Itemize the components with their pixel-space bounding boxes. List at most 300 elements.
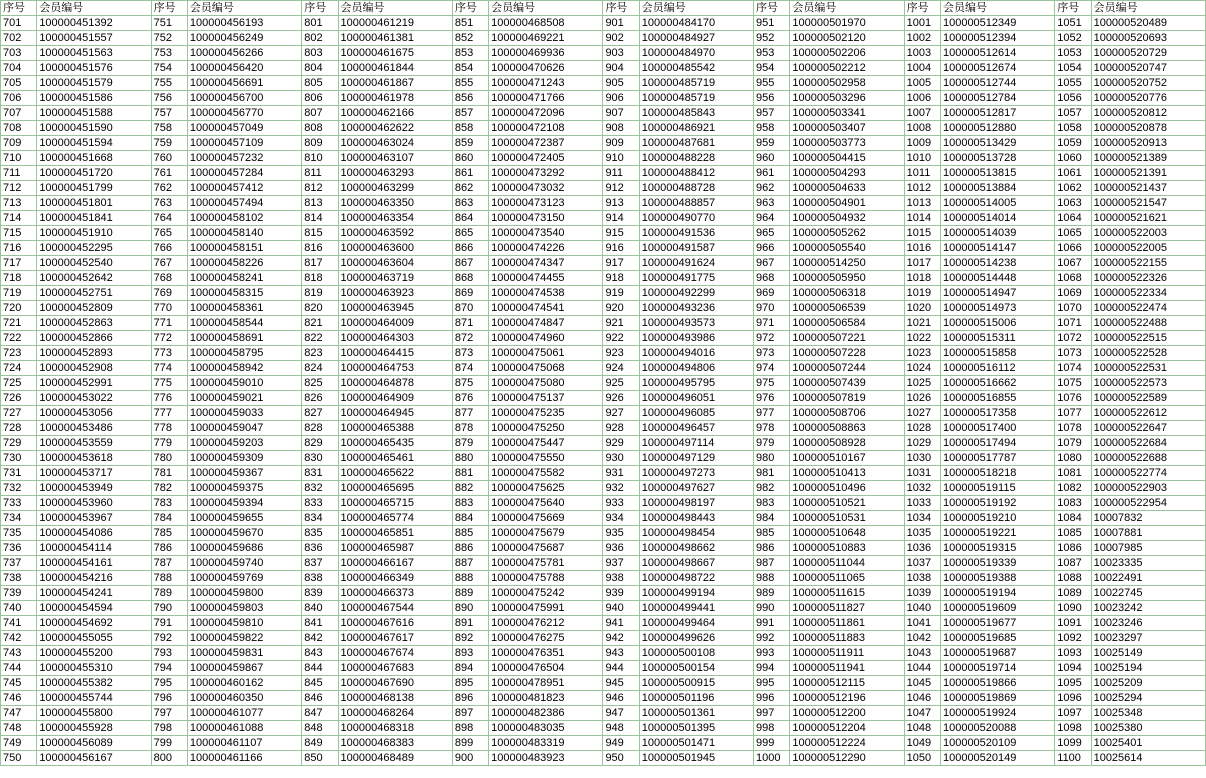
cell-member-id[interactable]: 100000502120 bbox=[790, 31, 904, 46]
cell-index[interactable]: 972 bbox=[754, 331, 790, 346]
cell-member-id[interactable]: 100000452642 bbox=[37, 271, 151, 286]
cell-index[interactable]: 979 bbox=[754, 436, 790, 451]
cell-index[interactable]: 1044 bbox=[904, 661, 940, 676]
cell-member-id[interactable]: 100000459047 bbox=[187, 421, 301, 436]
cell-index[interactable]: 762 bbox=[151, 181, 187, 196]
cell-member-id[interactable]: 10023335 bbox=[1091, 556, 1205, 571]
cell-member-id[interactable]: 10022491 bbox=[1091, 571, 1205, 586]
cell-index[interactable]: 956 bbox=[754, 91, 790, 106]
cell-member-id[interactable]: 100000451563 bbox=[37, 46, 151, 61]
cell-index[interactable]: 730 bbox=[1, 451, 37, 466]
cell-member-id[interactable]: 100000476212 bbox=[489, 616, 603, 631]
cell-index[interactable]: 849 bbox=[302, 736, 338, 751]
cell-index[interactable]: 958 bbox=[754, 121, 790, 136]
cell-member-id[interactable]: 100000451590 bbox=[37, 121, 151, 136]
cell-index[interactable]: 943 bbox=[603, 646, 639, 661]
cell-index[interactable]: 717 bbox=[1, 256, 37, 271]
cell-member-id[interactable]: 10023297 bbox=[1091, 631, 1205, 646]
cell-index[interactable]: 857 bbox=[452, 106, 488, 121]
cell-member-id[interactable]: 100000488728 bbox=[639, 181, 753, 196]
cell-index[interactable]: 988 bbox=[754, 571, 790, 586]
cell-member-id[interactable]: 100000473123 bbox=[489, 196, 603, 211]
cell-index[interactable]: 1000 bbox=[754, 751, 790, 766]
cell-member-id[interactable]: 100000499194 bbox=[639, 586, 753, 601]
cell-member-id[interactable]: 10007832 bbox=[1091, 511, 1205, 526]
cell-member-id[interactable]: 100000506539 bbox=[790, 301, 904, 316]
cell-member-id[interactable]: 100000490770 bbox=[639, 211, 753, 226]
cell-index[interactable]: 1097 bbox=[1055, 706, 1091, 721]
cell-index[interactable]: 701 bbox=[1, 16, 37, 31]
cell-index[interactable]: 796 bbox=[151, 691, 187, 706]
cell-member-id[interactable]: 100000496051 bbox=[639, 391, 753, 406]
cell-index[interactable]: 1011 bbox=[904, 166, 940, 181]
cell-member-id[interactable]: 100000511911 bbox=[790, 646, 904, 661]
cell-member-id[interactable]: 100000516855 bbox=[940, 391, 1054, 406]
cell-member-id[interactable]: 100000475679 bbox=[489, 526, 603, 541]
cell-member-id[interactable]: 100000514947 bbox=[940, 286, 1054, 301]
cell-member-id[interactable]: 100000453022 bbox=[37, 391, 151, 406]
cell-index[interactable]: 939 bbox=[603, 586, 639, 601]
cell-member-id[interactable]: 100000522528 bbox=[1091, 346, 1205, 361]
cell-index[interactable]: 823 bbox=[302, 346, 338, 361]
cell-index[interactable]: 1092 bbox=[1055, 631, 1091, 646]
cell-member-id[interactable]: 100000459769 bbox=[187, 571, 301, 586]
cell-index[interactable]: 874 bbox=[452, 361, 488, 376]
cell-index[interactable]: 899 bbox=[452, 736, 488, 751]
cell-index[interactable]: 853 bbox=[452, 46, 488, 61]
cell-index[interactable]: 916 bbox=[603, 241, 639, 256]
cell-index[interactable]: 1042 bbox=[904, 631, 940, 646]
cell-member-id[interactable]: 100000465388 bbox=[338, 421, 452, 436]
cell-member-id[interactable]: 100000512744 bbox=[940, 76, 1054, 91]
cell-index[interactable]: 980 bbox=[754, 451, 790, 466]
cell-member-id[interactable]: 100000500154 bbox=[639, 661, 753, 676]
cell-index[interactable]: 1060 bbox=[1055, 151, 1091, 166]
cell-member-id[interactable]: 100000474847 bbox=[489, 316, 603, 331]
cell-member-id[interactable]: 100000465851 bbox=[338, 526, 452, 541]
cell-index[interactable]: 797 bbox=[151, 706, 187, 721]
cell-index[interactable]: 971 bbox=[754, 316, 790, 331]
cell-index[interactable]: 896 bbox=[452, 691, 488, 706]
cell-member-id[interactable]: 100000507244 bbox=[790, 361, 904, 376]
cell-index[interactable]: 1013 bbox=[904, 196, 940, 211]
cell-member-id[interactable]: 100000463604 bbox=[338, 256, 452, 271]
cell-index[interactable]: 784 bbox=[151, 511, 187, 526]
cell-member-id[interactable]: 100000458315 bbox=[187, 286, 301, 301]
cell-member-id[interactable]: 100000510496 bbox=[790, 481, 904, 496]
cell-member-id[interactable]: 100000463354 bbox=[338, 211, 452, 226]
cell-index[interactable]: 780 bbox=[151, 451, 187, 466]
cell-member-id[interactable]: 100000454114 bbox=[37, 541, 151, 556]
cell-member-id[interactable]: 100000459740 bbox=[187, 556, 301, 571]
cell-member-id[interactable]: 100000459867 bbox=[187, 661, 301, 676]
cell-member-id[interactable]: 100000522474 bbox=[1091, 301, 1205, 316]
cell-member-id[interactable]: 100000464753 bbox=[338, 361, 452, 376]
cell-member-id[interactable]: 100000484170 bbox=[639, 16, 753, 31]
cell-member-id[interactable]: 10025209 bbox=[1091, 676, 1205, 691]
cell-index[interactable]: 738 bbox=[1, 571, 37, 586]
cell-member-id[interactable]: 100000454216 bbox=[37, 571, 151, 586]
cell-member-id[interactable]: 100000512817 bbox=[940, 106, 1054, 121]
cell-member-id[interactable]: 100000463945 bbox=[338, 301, 452, 316]
cell-member-id[interactable]: 100000498454 bbox=[639, 526, 753, 541]
cell-index[interactable]: 806 bbox=[302, 91, 338, 106]
cell-index[interactable]: 1008 bbox=[904, 121, 940, 136]
cell-index[interactable]: 776 bbox=[151, 391, 187, 406]
cell-member-id[interactable]: 100000517494 bbox=[940, 436, 1054, 451]
cell-index[interactable]: 753 bbox=[151, 46, 187, 61]
cell-index[interactable]: 732 bbox=[1, 481, 37, 496]
cell-index[interactable]: 798 bbox=[151, 721, 187, 736]
cell-member-id[interactable]: 100000498443 bbox=[639, 511, 753, 526]
cell-index[interactable]: 977 bbox=[754, 406, 790, 421]
cell-member-id[interactable]: 100000475068 bbox=[489, 361, 603, 376]
cell-index[interactable]: 707 bbox=[1, 106, 37, 121]
cell-member-id[interactable]: 100000506584 bbox=[790, 316, 904, 331]
cell-index[interactable]: 821 bbox=[302, 316, 338, 331]
cell-index[interactable]: 1073 bbox=[1055, 346, 1091, 361]
cell-index[interactable]: 881 bbox=[452, 466, 488, 481]
cell-member-id[interactable]: 100000485719 bbox=[639, 76, 753, 91]
cell-member-id[interactable]: 100000468318 bbox=[338, 721, 452, 736]
cell-member-id[interactable]: 100000520109 bbox=[940, 736, 1054, 751]
cell-index[interactable]: 1083 bbox=[1055, 496, 1091, 511]
cell-member-id[interactable]: 100000465715 bbox=[338, 496, 452, 511]
cell-member-id[interactable]: 100000504415 bbox=[790, 151, 904, 166]
cell-index[interactable]: 947 bbox=[603, 706, 639, 721]
cell-index[interactable]: 906 bbox=[603, 91, 639, 106]
cell-index[interactable]: 1066 bbox=[1055, 241, 1091, 256]
cell-index[interactable]: 751 bbox=[151, 16, 187, 31]
cell-index[interactable]: 997 bbox=[754, 706, 790, 721]
cell-index[interactable]: 999 bbox=[754, 736, 790, 751]
cell-member-id[interactable]: 100000467674 bbox=[338, 646, 452, 661]
cell-index[interactable]: 875 bbox=[452, 376, 488, 391]
cell-index[interactable]: 978 bbox=[754, 421, 790, 436]
cell-index[interactable]: 985 bbox=[754, 526, 790, 541]
cell-member-id[interactable]: 100000519869 bbox=[940, 691, 1054, 706]
cell-member-id[interactable]: 10022745 bbox=[1091, 586, 1205, 601]
cell-member-id[interactable]: 100000461219 bbox=[338, 16, 452, 31]
cell-member-id[interactable]: 100000520693 bbox=[1091, 31, 1205, 46]
cell-member-id[interactable]: 100000484970 bbox=[639, 46, 753, 61]
cell-member-id[interactable]: 100000514250 bbox=[790, 256, 904, 271]
cell-member-id[interactable]: 100000465695 bbox=[338, 481, 452, 496]
cell-index[interactable]: 788 bbox=[151, 571, 187, 586]
cell-member-id[interactable]: 100000519609 bbox=[940, 601, 1054, 616]
cell-index[interactable]: 860 bbox=[452, 151, 488, 166]
cell-member-id[interactable]: 100000499626 bbox=[639, 631, 753, 646]
cell-index[interactable]: 1009 bbox=[904, 136, 940, 151]
cell-index[interactable]: 824 bbox=[302, 361, 338, 376]
cell-member-id[interactable]: 100000463350 bbox=[338, 196, 452, 211]
cell-index[interactable]: 885 bbox=[452, 526, 488, 541]
cell-member-id[interactable]: 100000474541 bbox=[489, 301, 603, 316]
cell-index[interactable]: 928 bbox=[603, 421, 639, 436]
cell-index[interactable]: 1006 bbox=[904, 91, 940, 106]
cell-member-id[interactable]: 100000451579 bbox=[37, 76, 151, 91]
cell-member-id[interactable]: 100000506318 bbox=[790, 286, 904, 301]
cell-member-id[interactable]: 100000459375 bbox=[187, 481, 301, 496]
cell-member-id[interactable]: 100000454086 bbox=[37, 526, 151, 541]
cell-index[interactable]: 1018 bbox=[904, 271, 940, 286]
cell-member-id[interactable]: 100000519866 bbox=[940, 676, 1054, 691]
cell-index[interactable]: 984 bbox=[754, 511, 790, 526]
cell-member-id[interactable]: 100000458942 bbox=[187, 361, 301, 376]
cell-member-id[interactable]: 100000491775 bbox=[639, 271, 753, 286]
cell-index[interactable]: 895 bbox=[452, 676, 488, 691]
cell-index[interactable]: 811 bbox=[302, 166, 338, 181]
cell-index[interactable]: 774 bbox=[151, 361, 187, 376]
cell-member-id[interactable]: 100000481823 bbox=[489, 691, 603, 706]
cell-index[interactable]: 876 bbox=[452, 391, 488, 406]
cell-member-id[interactable]: 100000451799 bbox=[37, 181, 151, 196]
cell-member-id[interactable]: 100000491624 bbox=[639, 256, 753, 271]
cell-index[interactable]: 805 bbox=[302, 76, 338, 91]
cell-member-id[interactable]: 100000512290 bbox=[790, 751, 904, 766]
cell-index[interactable]: 926 bbox=[603, 391, 639, 406]
cell-index[interactable]: 907 bbox=[603, 106, 639, 121]
cell-member-id[interactable]: 100000451801 bbox=[37, 196, 151, 211]
cell-index[interactable]: 1029 bbox=[904, 436, 940, 451]
cell-member-id[interactable]: 100000510648 bbox=[790, 526, 904, 541]
cell-member-id[interactable]: 100000511827 bbox=[790, 601, 904, 616]
cell-index[interactable]: 813 bbox=[302, 196, 338, 211]
cell-member-id[interactable]: 100000471243 bbox=[489, 76, 603, 91]
cell-index[interactable]: 815 bbox=[302, 226, 338, 241]
cell-index[interactable]: 782 bbox=[151, 481, 187, 496]
cell-index[interactable]: 912 bbox=[603, 181, 639, 196]
cell-member-id[interactable]: 100000472108 bbox=[489, 121, 603, 136]
cell-member-id[interactable]: 100000498722 bbox=[639, 571, 753, 586]
cell-index[interactable]: 723 bbox=[1, 346, 37, 361]
cell-index[interactable]: 993 bbox=[754, 646, 790, 661]
cell-member-id[interactable]: 100000512614 bbox=[940, 46, 1054, 61]
cell-index[interactable]: 804 bbox=[302, 61, 338, 76]
cell-index[interactable]: 772 bbox=[151, 331, 187, 346]
cell-member-id[interactable]: 100000459831 bbox=[187, 646, 301, 661]
cell-index[interactable]: 830 bbox=[302, 451, 338, 466]
cell-member-id[interactable]: 100000469936 bbox=[489, 46, 603, 61]
cell-member-id[interactable]: 100000512880 bbox=[940, 121, 1054, 136]
cell-member-id[interactable]: 100000459803 bbox=[187, 601, 301, 616]
cell-member-id[interactable]: 100000457109 bbox=[187, 136, 301, 151]
cell-index[interactable]: 716 bbox=[1, 241, 37, 256]
cell-index[interactable]: 961 bbox=[754, 166, 790, 181]
cell-index[interactable]: 919 bbox=[603, 286, 639, 301]
cell-member-id[interactable]: 100000498197 bbox=[639, 496, 753, 511]
cell-member-id[interactable]: 100000474226 bbox=[489, 241, 603, 256]
cell-member-id[interactable]: 100000521547 bbox=[1091, 196, 1205, 211]
cell-member-id[interactable]: 100000494016 bbox=[639, 346, 753, 361]
cell-index[interactable]: 702 bbox=[1, 31, 37, 46]
cell-index[interactable]: 987 bbox=[754, 556, 790, 571]
cell-index[interactable]: 902 bbox=[603, 31, 639, 46]
cell-member-id[interactable]: 100000498662 bbox=[639, 541, 753, 556]
cell-index[interactable]: 773 bbox=[151, 346, 187, 361]
cell-index[interactable]: 1077 bbox=[1055, 406, 1091, 421]
cell-member-id[interactable]: 100000459810 bbox=[187, 616, 301, 631]
cell-member-id[interactable]: 100000455055 bbox=[37, 631, 151, 646]
cell-member-id[interactable]: 100000454594 bbox=[37, 601, 151, 616]
cell-index[interactable]: 1075 bbox=[1055, 376, 1091, 391]
cell-index[interactable]: 791 bbox=[151, 616, 187, 631]
cell-member-id[interactable]: 100000497627 bbox=[639, 481, 753, 496]
cell-index[interactable]: 992 bbox=[754, 631, 790, 646]
cell-index[interactable]: 903 bbox=[603, 46, 639, 61]
cell-member-id[interactable]: 100000504633 bbox=[790, 181, 904, 196]
cell-index[interactable]: 1057 bbox=[1055, 106, 1091, 121]
cell-index[interactable]: 741 bbox=[1, 616, 37, 631]
cell-member-id[interactable]: 100000522684 bbox=[1091, 436, 1205, 451]
cell-index[interactable]: 851 bbox=[452, 16, 488, 31]
cell-index[interactable]: 834 bbox=[302, 511, 338, 526]
cell-index[interactable]: 709 bbox=[1, 136, 37, 151]
cell-index[interactable]: 1100 bbox=[1055, 751, 1091, 766]
cell-index[interactable]: 1020 bbox=[904, 301, 940, 316]
cell-member-id[interactable]: 100000451594 bbox=[37, 136, 151, 151]
cell-index[interactable]: 882 bbox=[452, 481, 488, 496]
cell-member-id[interactable]: 100000475640 bbox=[489, 496, 603, 511]
cell-member-id[interactable]: 100000514973 bbox=[940, 301, 1054, 316]
cell-index[interactable]: 769 bbox=[151, 286, 187, 301]
cell-member-id[interactable]: 100000494806 bbox=[639, 361, 753, 376]
cell-index[interactable]: 819 bbox=[302, 286, 338, 301]
cell-index[interactable]: 1059 bbox=[1055, 136, 1091, 151]
cell-index[interactable]: 1053 bbox=[1055, 46, 1091, 61]
cell-member-id[interactable]: 100000505540 bbox=[790, 241, 904, 256]
cell-member-id[interactable]: 100000455382 bbox=[37, 676, 151, 691]
cell-index[interactable]: 931 bbox=[603, 466, 639, 481]
cell-member-id[interactable]: 100000504932 bbox=[790, 211, 904, 226]
cell-index[interactable]: 942 bbox=[603, 631, 639, 646]
cell-member-id[interactable]: 100000519315 bbox=[940, 541, 1054, 556]
cell-member-id[interactable]: 100000487681 bbox=[639, 136, 753, 151]
cell-member-id[interactable]: 100000476504 bbox=[489, 661, 603, 676]
cell-member-id[interactable]: 100000451557 bbox=[37, 31, 151, 46]
cell-member-id[interactable]: 100000464009 bbox=[338, 316, 452, 331]
cell-member-id[interactable]: 100000519685 bbox=[940, 631, 1054, 646]
cell-index[interactable]: 867 bbox=[452, 256, 488, 271]
cell-member-id[interactable]: 100000474960 bbox=[489, 331, 603, 346]
cell-member-id[interactable]: 100000512394 bbox=[940, 31, 1054, 46]
cell-index[interactable]: 930 bbox=[603, 451, 639, 466]
cell-index[interactable]: 1026 bbox=[904, 391, 940, 406]
cell-index[interactable]: 872 bbox=[452, 331, 488, 346]
cell-index[interactable]: 775 bbox=[151, 376, 187, 391]
cell-member-id[interactable]: 100000467690 bbox=[338, 676, 452, 691]
cell-member-id[interactable]: 100000471766 bbox=[489, 91, 603, 106]
cell-member-id[interactable]: 100000454692 bbox=[37, 616, 151, 631]
cell-index[interactable]: 886 bbox=[452, 541, 488, 556]
cell-member-id[interactable]: 100000461978 bbox=[338, 91, 452, 106]
cell-index[interactable]: 754 bbox=[151, 61, 187, 76]
cell-member-id[interactable]: 100000463600 bbox=[338, 241, 452, 256]
cell-index[interactable]: 739 bbox=[1, 586, 37, 601]
cell-member-id[interactable]: 100000493236 bbox=[639, 301, 753, 316]
cell-member-id[interactable]: 10023246 bbox=[1091, 616, 1205, 631]
cell-index[interactable]: 1010 bbox=[904, 151, 940, 166]
cell-member-id[interactable]: 100000475235 bbox=[489, 406, 603, 421]
cell-index[interactable]: 1007 bbox=[904, 106, 940, 121]
cell-member-id[interactable]: 10023242 bbox=[1091, 601, 1205, 616]
cell-member-id[interactable]: 100000475550 bbox=[489, 451, 603, 466]
cell-member-id[interactable]: 100000459021 bbox=[187, 391, 301, 406]
cell-index[interactable]: 949 bbox=[603, 736, 639, 751]
cell-index[interactable]: 936 bbox=[603, 541, 639, 556]
cell-member-id[interactable]: 100000463293 bbox=[338, 166, 452, 181]
cell-index[interactable]: 921 bbox=[603, 316, 639, 331]
cell-member-id[interactable]: 100000521391 bbox=[1091, 166, 1205, 181]
cell-index[interactable]: 742 bbox=[1, 631, 37, 646]
cell-member-id[interactable]: 100000520149 bbox=[940, 751, 1054, 766]
cell-member-id[interactable]: 100000455928 bbox=[37, 721, 151, 736]
cell-member-id[interactable]: 100000463107 bbox=[338, 151, 452, 166]
cell-index[interactable]: 745 bbox=[1, 676, 37, 691]
cell-index[interactable]: 1089 bbox=[1055, 586, 1091, 601]
cell-index[interactable]: 807 bbox=[302, 106, 338, 121]
cell-index[interactable]: 748 bbox=[1, 721, 37, 736]
cell-member-id[interactable]: 100000474347 bbox=[489, 256, 603, 271]
cell-index[interactable]: 768 bbox=[151, 271, 187, 286]
cell-member-id[interactable]: 100000452540 bbox=[37, 256, 151, 271]
cell-index[interactable]: 883 bbox=[452, 496, 488, 511]
cell-index[interactable]: 981 bbox=[754, 466, 790, 481]
cell-index[interactable]: 966 bbox=[754, 241, 790, 256]
cell-index[interactable]: 760 bbox=[151, 151, 187, 166]
cell-member-id[interactable]: 100000514014 bbox=[940, 211, 1054, 226]
cell-member-id[interactable]: 100000475625 bbox=[489, 481, 603, 496]
cell-index[interactable]: 870 bbox=[452, 301, 488, 316]
cell-index[interactable]: 833 bbox=[302, 496, 338, 511]
cell-index[interactable]: 781 bbox=[151, 466, 187, 481]
cell-member-id[interactable]: 100000513884 bbox=[940, 181, 1054, 196]
cell-index[interactable]: 844 bbox=[302, 661, 338, 676]
cell-index[interactable]: 1025 bbox=[904, 376, 940, 391]
cell-member-id[interactable]: 100000514039 bbox=[940, 226, 1054, 241]
cell-index[interactable]: 801 bbox=[302, 16, 338, 31]
cell-index[interactable]: 728 bbox=[1, 421, 37, 436]
cell-member-id[interactable]: 100000474455 bbox=[489, 271, 603, 286]
cell-index[interactable]: 810 bbox=[302, 151, 338, 166]
cell-index[interactable]: 932 bbox=[603, 481, 639, 496]
cell-index[interactable]: 808 bbox=[302, 121, 338, 136]
cell-member-id[interactable]: 10025614 bbox=[1091, 751, 1205, 766]
cell-index[interactable]: 1070 bbox=[1055, 301, 1091, 316]
cell-index[interactable]: 1076 bbox=[1055, 391, 1091, 406]
cell-index[interactable]: 771 bbox=[151, 316, 187, 331]
cell-index[interactable]: 975 bbox=[754, 376, 790, 391]
cell-member-id[interactable]: 100000520489 bbox=[1091, 16, 1205, 31]
cell-index[interactable]: 991 bbox=[754, 616, 790, 631]
cell-index[interactable]: 1034 bbox=[904, 511, 940, 526]
cell-member-id[interactable]: 100000505950 bbox=[790, 271, 904, 286]
cell-member-id[interactable]: 100000512200 bbox=[790, 706, 904, 721]
cell-member-id[interactable]: 100000522573 bbox=[1091, 376, 1205, 391]
cell-index[interactable]: 848 bbox=[302, 721, 338, 736]
cell-index[interactable]: 910 bbox=[603, 151, 639, 166]
cell-index[interactable]: 712 bbox=[1, 181, 37, 196]
cell-index[interactable]: 792 bbox=[151, 631, 187, 646]
cell-index[interactable]: 711 bbox=[1, 166, 37, 181]
cell-member-id[interactable]: 100000522531 bbox=[1091, 361, 1205, 376]
cell-member-id[interactable]: 100000503296 bbox=[790, 91, 904, 106]
cell-index[interactable]: 785 bbox=[151, 526, 187, 541]
cell-member-id[interactable]: 100000507221 bbox=[790, 331, 904, 346]
cell-index[interactable]: 1032 bbox=[904, 481, 940, 496]
cell-member-id[interactable]: 100000519210 bbox=[940, 511, 1054, 526]
cell-member-id[interactable]: 100000461166 bbox=[187, 751, 301, 766]
